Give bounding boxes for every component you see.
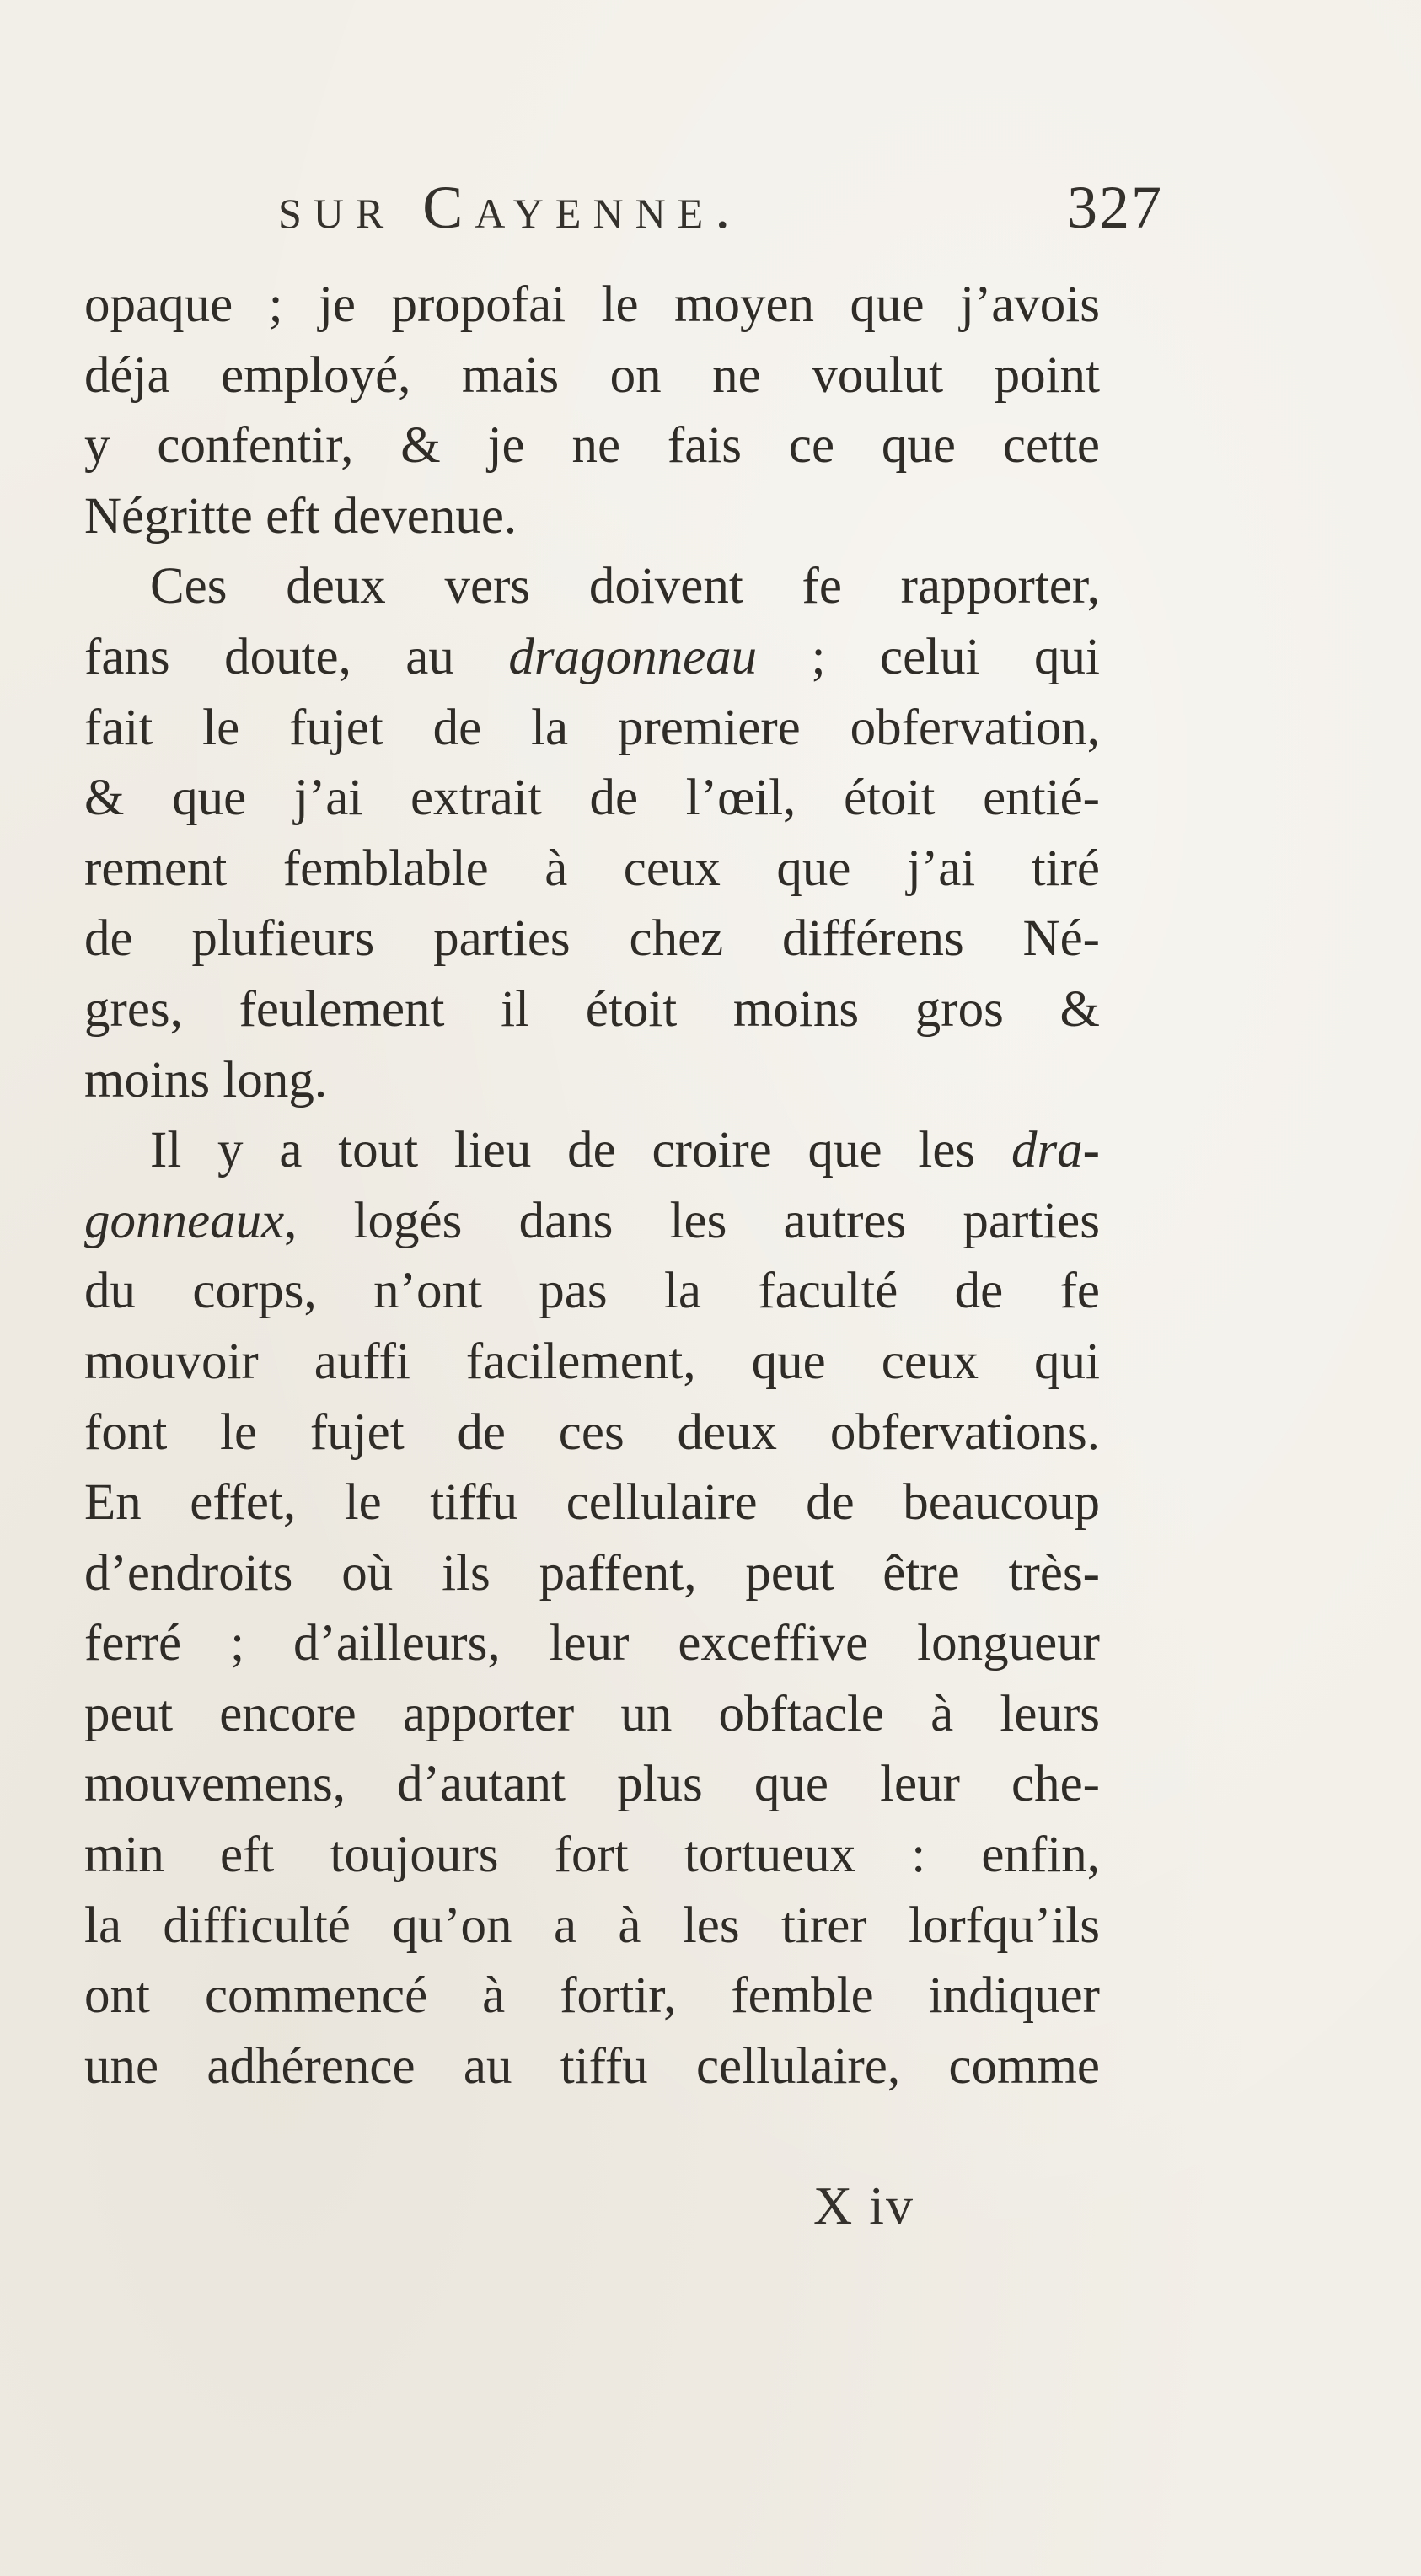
text-line: & que j’ai extrait de l’œil, étoit entié- bbox=[84, 770, 1100, 827]
text-line: ferré ; d’ailleurs, leur exceffive longueur bbox=[84, 1615, 1100, 1672]
running-title: sur Cayenne. bbox=[278, 174, 743, 241]
text-line bbox=[84, 622, 1100, 693]
italic-term: dragonneau bbox=[508, 628, 758, 685]
text-line: déja employé, mais on ne voulut point bbox=[84, 346, 1100, 404]
text-line: de plufieurs parties chez différens Né- bbox=[84, 910, 1100, 968]
text-line: du corps, n’ont pas la faculté de fe bbox=[84, 1263, 1100, 1320]
text-line: Négritte eft devenue. bbox=[84, 487, 517, 545]
text-line bbox=[84, 1115, 1100, 1186]
italic-term: dra- bbox=[1011, 1122, 1100, 1179]
catchword: X iv bbox=[813, 2176, 914, 2235]
text-line: Ces deux vers doivent fe rapporter, bbox=[150, 558, 1100, 615]
text-line: mouvemens, d’autant plus que leur che- bbox=[84, 1756, 1100, 1813]
text-line bbox=[84, 1186, 1100, 1257]
text-line: ont commencé à fortir, femble indiquer bbox=[84, 1967, 1100, 2025]
text-line: font le fujet de ces deux obfervations. bbox=[84, 1403, 1100, 1461]
text-line: y confentir, & je ne fais ce que cette bbox=[84, 417, 1100, 475]
text-line-fragment: Il y a tout lieu de croire que les bbox=[150, 1122, 1011, 1179]
text-line-fragment: fans doute, au bbox=[84, 628, 509, 685]
body-text bbox=[84, 270, 1100, 2101]
text-line: mouvoir auffi facilement, que ceux qui bbox=[84, 1333, 1100, 1390]
text-line: la difficulté qu’on a à les tirer lorfqu’ils bbox=[84, 1897, 1100, 1954]
text-line: gres, feulement il étoit moins gros & bbox=[84, 980, 1100, 1038]
text-line: moins long. bbox=[84, 1051, 328, 1108]
text-line: d’endroits où ils paffent, peut être très- bbox=[84, 1544, 1100, 1602]
text-line: peut encore apporter un obftacle à leurs bbox=[84, 1685, 1100, 1742]
page-number: 327 bbox=[1067, 174, 1163, 241]
text-line: En effet, le tiffu cellulaire de beaucoup bbox=[84, 1474, 1100, 1532]
text-line: rement femblable à ceux que j’ai tiré bbox=[84, 840, 1100, 897]
text-line: opaque ; je propofai le moyen que j’avois bbox=[84, 276, 1100, 333]
italic-term: gonneaux bbox=[84, 1192, 285, 1249]
text-line: min eft toujours fort tortueux : enfin, bbox=[84, 1827, 1100, 1884]
page-header bbox=[278, 173, 1163, 266]
text-line-fragment: ; celui qui bbox=[757, 628, 1100, 685]
text-line-fragment: , logés dans les autres parties bbox=[284, 1192, 1100, 1249]
text-line: fait le fujet de la premiere obfervation, bbox=[84, 699, 1100, 756]
text-line: une adhérence au tiffu cellulaire, comme bbox=[84, 2037, 1100, 2095]
